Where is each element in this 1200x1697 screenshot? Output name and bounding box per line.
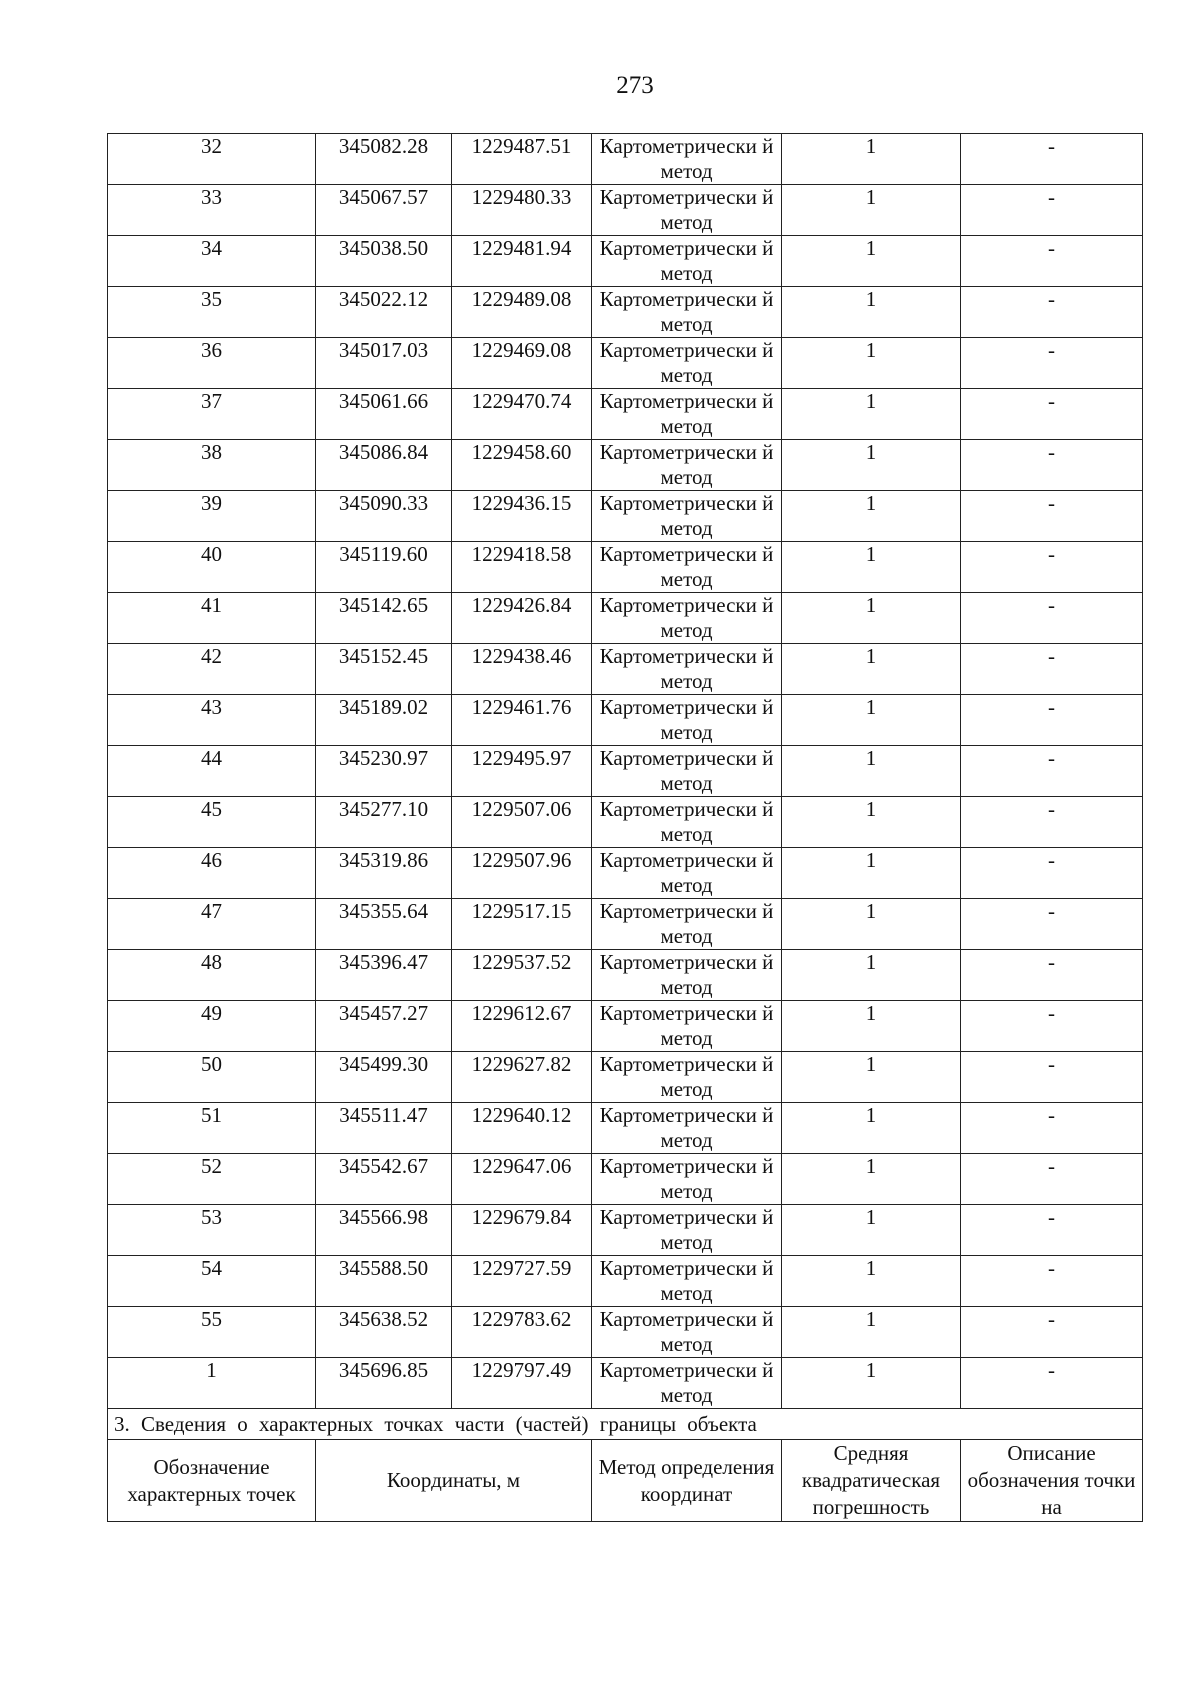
description-cell: - [961, 593, 1143, 644]
method-cell: Картометрически й метод [592, 134, 782, 185]
table-row [108, 1256, 1143, 1307]
table-row [108, 236, 1143, 287]
x-coordinate-cell: 345638.52 [316, 1307, 452, 1358]
x-coordinate-cell: 345355.64 [316, 899, 452, 950]
description-cell: - [961, 1205, 1143, 1256]
method-cell: Картометрически й метод [592, 491, 782, 542]
description-cell: - [961, 1103, 1143, 1154]
method-cell: Картометрически й метод [592, 950, 782, 1001]
point-cell: 47 [108, 899, 316, 950]
point-cell: 33 [108, 185, 316, 236]
table-row [108, 440, 1143, 491]
description-cell: - [961, 542, 1143, 593]
point-cell: 36 [108, 338, 316, 389]
y-coordinate-cell: 1229469.08 [452, 338, 592, 389]
point-cell: 50 [108, 1052, 316, 1103]
x-coordinate-cell: 345588.50 [316, 1256, 452, 1307]
error-cell: 1 [782, 440, 961, 491]
table-row [108, 644, 1143, 695]
error-cell: 1 [782, 1256, 961, 1307]
description-cell: - [961, 1052, 1143, 1103]
page-number: 273 [616, 72, 654, 99]
error-cell: 1 [782, 593, 961, 644]
section-title-row [108, 1409, 1143, 1440]
table-row [108, 1001, 1143, 1052]
point-cell: 54 [108, 1256, 316, 1307]
error-cell: 1 [782, 1052, 961, 1103]
y-coordinate-cell: 1229470.74 [452, 389, 592, 440]
method-cell: Картометрически й метод [592, 236, 782, 287]
y-coordinate-cell: 1229783.62 [452, 1307, 592, 1358]
header-description: Описание обозначения точки на [961, 1440, 1143, 1522]
point-cell: 37 [108, 389, 316, 440]
x-coordinate-cell: 345566.98 [316, 1205, 452, 1256]
description-cell: - [961, 1256, 1143, 1307]
table-row [108, 848, 1143, 899]
point-cell: 44 [108, 746, 316, 797]
section-title: 3. Сведения о характерных точках части (частей) границы объекта [108, 1409, 1143, 1440]
table-row [108, 389, 1143, 440]
method-cell: Картометрически й метод [592, 899, 782, 950]
table-body [108, 134, 1143, 1522]
method-cell: Картометрически й метод [592, 1052, 782, 1103]
error-cell: 1 [782, 644, 961, 695]
x-coordinate-cell: 345230.97 [316, 746, 452, 797]
point-cell: 32 [108, 134, 316, 185]
method-cell: Картометрически й метод [592, 746, 782, 797]
description-cell: - [961, 899, 1143, 950]
y-coordinate-cell: 1229797.49 [452, 1358, 592, 1409]
point-cell: 40 [108, 542, 316, 593]
error-cell: 1 [782, 185, 961, 236]
point-cell: 49 [108, 1001, 316, 1052]
description-cell: - [961, 185, 1143, 236]
method-cell: Картометрически й метод [592, 1205, 782, 1256]
error-cell: 1 [782, 287, 961, 338]
header-row [108, 1440, 1143, 1522]
x-coordinate-cell: 345142.65 [316, 593, 452, 644]
x-coordinate-cell: 345061.66 [316, 389, 452, 440]
table-row [108, 134, 1143, 185]
x-coordinate-cell: 345082.28 [316, 134, 452, 185]
method-cell: Картометрически й метод [592, 644, 782, 695]
x-coordinate-cell: 345499.30 [316, 1052, 452, 1103]
point-cell: 34 [108, 236, 316, 287]
table-row [108, 1154, 1143, 1205]
y-coordinate-cell: 1229458.60 [452, 440, 592, 491]
error-cell: 1 [782, 1001, 961, 1052]
x-coordinate-cell: 345152.45 [316, 644, 452, 695]
description-cell: - [961, 1001, 1143, 1052]
table-row [108, 695, 1143, 746]
description-cell: - [961, 1358, 1143, 1409]
method-cell: Картометрически й метод [592, 389, 782, 440]
method-cell: Картометрически й метод [592, 797, 782, 848]
table-row [108, 1052, 1143, 1103]
table-row [108, 542, 1143, 593]
y-coordinate-cell: 1229495.97 [452, 746, 592, 797]
x-coordinate-cell: 345396.47 [316, 950, 452, 1001]
y-coordinate-cell: 1229507.06 [452, 797, 592, 848]
error-cell: 1 [782, 950, 961, 1001]
x-coordinate-cell: 345017.03 [316, 338, 452, 389]
table-row [108, 746, 1143, 797]
point-cell: 43 [108, 695, 316, 746]
error-cell: 1 [782, 848, 961, 899]
description-cell: - [961, 848, 1143, 899]
method-cell: Картометрически й метод [592, 593, 782, 644]
description-cell: - [961, 950, 1143, 1001]
method-cell: Картометрически й метод [592, 440, 782, 491]
point-cell: 35 [108, 287, 316, 338]
x-coordinate-cell: 345542.67 [316, 1154, 452, 1205]
description-cell: - [961, 1307, 1143, 1358]
point-cell: 45 [108, 797, 316, 848]
description-cell: - [961, 389, 1143, 440]
method-cell: Картометрически й метод [592, 287, 782, 338]
y-coordinate-cell: 1229507.96 [452, 848, 592, 899]
point-cell: 55 [108, 1307, 316, 1358]
point-cell: 41 [108, 593, 316, 644]
method-cell: Картометрически й метод [592, 338, 782, 389]
y-coordinate-cell: 1229640.12 [452, 1103, 592, 1154]
point-cell: 46 [108, 848, 316, 899]
error-cell: 1 [782, 1205, 961, 1256]
header-point: Обозначение характерных точек [108, 1440, 316, 1522]
table-row [108, 1358, 1143, 1409]
method-cell: Картометрически й метод [592, 1358, 782, 1409]
error-cell: 1 [782, 389, 961, 440]
error-cell: 1 [782, 1307, 961, 1358]
y-coordinate-cell: 1229537.52 [452, 950, 592, 1001]
description-cell: - [961, 134, 1143, 185]
error-cell: 1 [782, 542, 961, 593]
error-cell: 1 [782, 1154, 961, 1205]
table-row [108, 593, 1143, 644]
y-coordinate-cell: 1229461.76 [452, 695, 592, 746]
description-cell: - [961, 644, 1143, 695]
x-coordinate-cell: 345511.47 [316, 1103, 452, 1154]
y-coordinate-cell: 1229436.15 [452, 491, 592, 542]
point-cell: 52 [108, 1154, 316, 1205]
point-cell: 53 [108, 1205, 316, 1256]
table-row [108, 491, 1143, 542]
method-cell: Картометрически й метод [592, 1154, 782, 1205]
header-method: Метод определения координат [592, 1440, 782, 1522]
error-cell: 1 [782, 491, 961, 542]
header-coords: Координаты, м [316, 1440, 592, 1522]
y-coordinate-cell: 1229647.06 [452, 1154, 592, 1205]
method-cell: Картометрически й метод [592, 848, 782, 899]
error-cell: 1 [782, 695, 961, 746]
y-coordinate-cell: 1229727.59 [452, 1256, 592, 1307]
table-row [108, 1103, 1143, 1154]
point-cell: 1 [108, 1358, 316, 1409]
y-coordinate-cell: 1229487.51 [452, 134, 592, 185]
method-cell: Картометрически й метод [592, 695, 782, 746]
description-cell: - [961, 746, 1143, 797]
description-cell: - [961, 797, 1143, 848]
description-cell: - [961, 440, 1143, 491]
method-cell: Картометрически й метод [592, 542, 782, 593]
y-coordinate-cell: 1229418.58 [452, 542, 592, 593]
description-cell: - [961, 491, 1143, 542]
method-cell: Картометрически й метод [592, 1307, 782, 1358]
x-coordinate-cell: 345086.84 [316, 440, 452, 491]
table-row [108, 287, 1143, 338]
y-coordinate-cell: 1229627.82 [452, 1052, 592, 1103]
x-coordinate-cell: 345090.33 [316, 491, 452, 542]
x-coordinate-cell: 345189.02 [316, 695, 452, 746]
x-coordinate-cell: 345038.50 [316, 236, 452, 287]
x-coordinate-cell: 345067.57 [316, 185, 452, 236]
error-cell: 1 [782, 797, 961, 848]
x-coordinate-cell: 345319.86 [316, 848, 452, 899]
method-cell: Картометрически й метод [592, 1103, 782, 1154]
y-coordinate-cell: 1229679.84 [452, 1205, 592, 1256]
description-cell: - [961, 695, 1143, 746]
y-coordinate-cell: 1229426.84 [452, 593, 592, 644]
x-coordinate-cell: 345457.27 [316, 1001, 452, 1052]
description-cell: - [961, 338, 1143, 389]
error-cell: 1 [782, 1358, 961, 1409]
error-cell: 1 [782, 746, 961, 797]
y-coordinate-cell: 1229517.15 [452, 899, 592, 950]
error-cell: 1 [782, 1103, 961, 1154]
table-row [108, 338, 1143, 389]
table-row [108, 797, 1143, 848]
description-cell: - [961, 287, 1143, 338]
table-row [108, 1307, 1143, 1358]
x-coordinate-cell: 345119.60 [316, 542, 452, 593]
error-cell: 1 [782, 236, 961, 287]
method-cell: Картометрически й метод [592, 1256, 782, 1307]
method-cell: Картометрически й метод [592, 185, 782, 236]
y-coordinate-cell: 1229489.08 [452, 287, 592, 338]
table-row [108, 1205, 1143, 1256]
description-cell: - [961, 1154, 1143, 1205]
method-cell: Картометрически й метод [592, 1001, 782, 1052]
table-row [108, 950, 1143, 1001]
header-error: Средняя квадратическая погрешность [782, 1440, 961, 1522]
point-cell: 39 [108, 491, 316, 542]
point-cell: 38 [108, 440, 316, 491]
coordinates-table [107, 133, 1143, 1522]
point-cell: 42 [108, 644, 316, 695]
y-coordinate-cell: 1229480.33 [452, 185, 592, 236]
table-row [108, 185, 1143, 236]
point-cell: 51 [108, 1103, 316, 1154]
description-cell: - [961, 236, 1143, 287]
x-coordinate-cell: 345277.10 [316, 797, 452, 848]
x-coordinate-cell: 345022.12 [316, 287, 452, 338]
point-cell: 48 [108, 950, 316, 1001]
x-coordinate-cell: 345696.85 [316, 1358, 452, 1409]
error-cell: 1 [782, 134, 961, 185]
y-coordinate-cell: 1229612.67 [452, 1001, 592, 1052]
table-row [108, 899, 1143, 950]
error-cell: 1 [782, 338, 961, 389]
y-coordinate-cell: 1229481.94 [452, 236, 592, 287]
error-cell: 1 [782, 899, 961, 950]
y-coordinate-cell: 1229438.46 [452, 644, 592, 695]
